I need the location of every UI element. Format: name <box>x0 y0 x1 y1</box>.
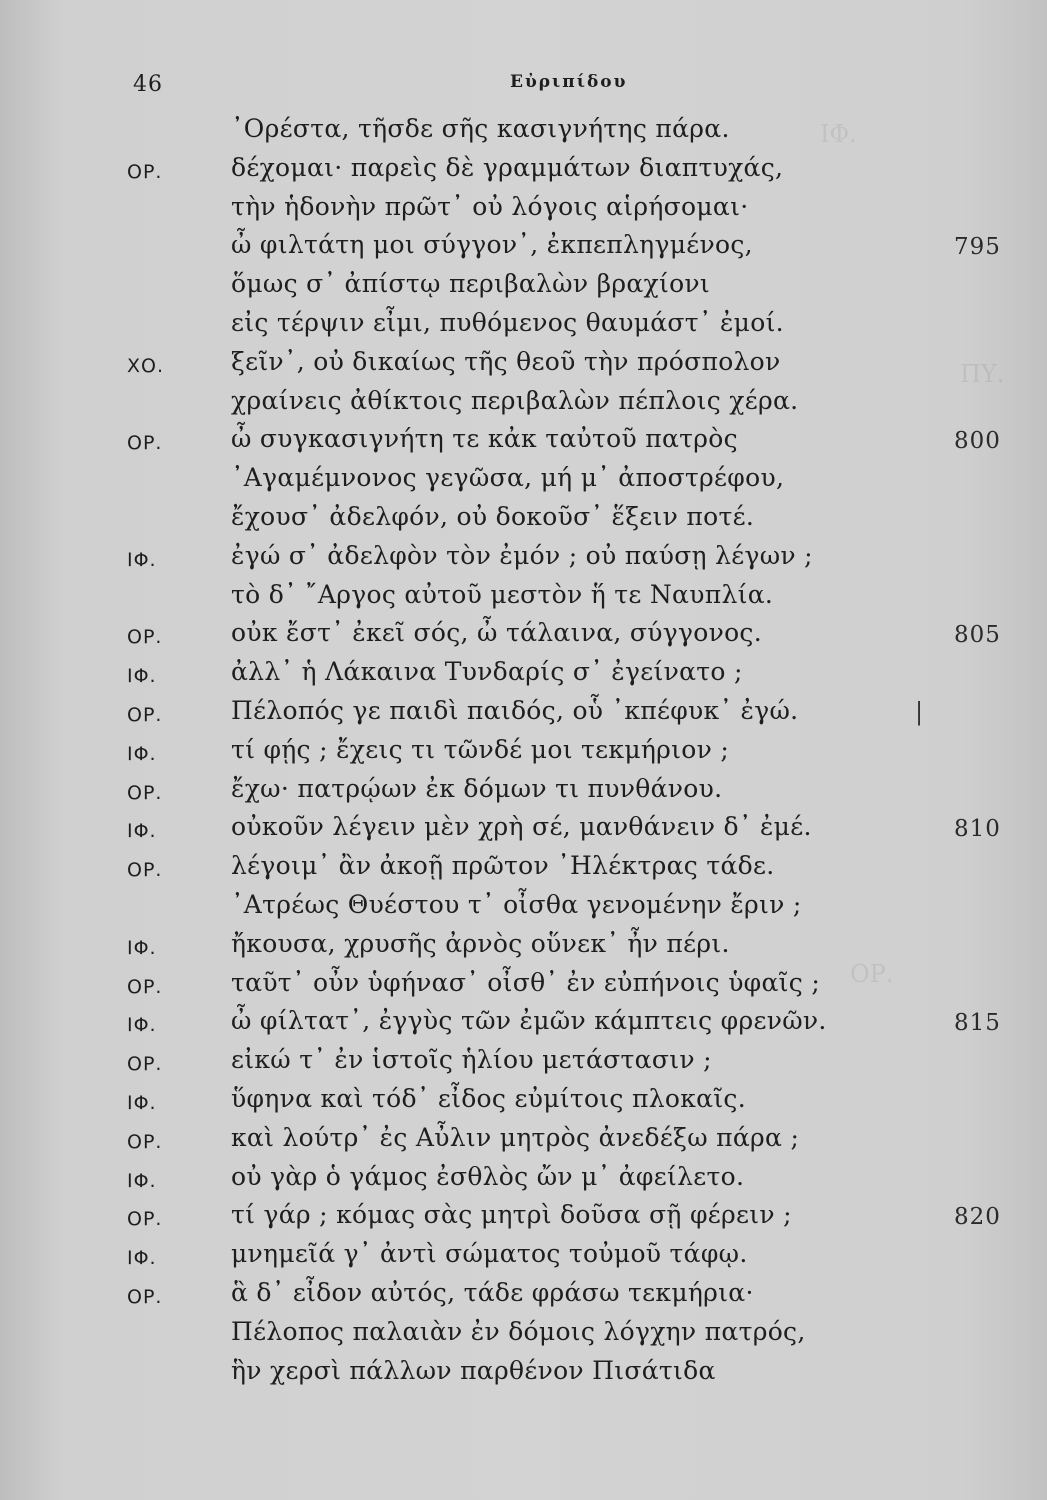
line-number: 815 <box>954 1010 1001 1037</box>
verse-line <box>0 1239 1047 1279</box>
verse-line <box>0 890 1047 930</box>
verse-line <box>0 269 1047 309</box>
verse-line <box>0 774 1047 814</box>
verse-line <box>0 424 1047 464</box>
speaker-label: ΟΡ. <box>127 160 163 183</box>
verse-line <box>0 735 1047 775</box>
running-head: Εὐριπίδου <box>510 72 628 92</box>
verse-line <box>0 1162 1047 1202</box>
verse-line <box>0 1200 1047 1240</box>
verse-text: εἰς τέρψιν εἶμι, πυθόμενος θαυμάστ᾿ ἐμοί. <box>231 308 784 337</box>
verse-text: τί γάρ ; κόμας σὰς μητρὶ δοῦσα σῇ φέρειν ; <box>231 1200 792 1230</box>
speaker-label: ΟΡ. <box>127 626 163 649</box>
verse-line <box>0 1045 1047 1085</box>
verse-line <box>0 1084 1047 1124</box>
verse-text: ἔχουσ᾿ ἀδελφόν, οὐ δοκοῦσ᾿ ἕξειν ποτέ. <box>231 502 755 531</box>
verse-line <box>0 580 1047 620</box>
verse-line <box>0 230 1047 270</box>
verse-line <box>0 1006 1047 1046</box>
verse-text: ὦ συγκασιγνήτη τε κἀκ ταὐτοῦ πατρὸς <box>231 424 738 454</box>
verse-text: χραίνεις ἀθίκτοις περιβαλὼν πέπλοις χέρα. <box>231 385 799 415</box>
verse-text: τὴν ἡδονὴν πρῶτ᾿ οὐ λόγοις αἱρήσομαι· <box>231 191 749 221</box>
verse-text: ὦ φίλτατ᾿, ἐγγὺς τῶν ἐμῶν κάμπτεις φρενῶν. <box>231 1006 827 1036</box>
verse-text: ὅμως σ᾿ ἀπίστῳ περιβαλὼν βραχίονι <box>231 269 711 299</box>
verse-text: Πέλοπος παλαιὰν ἐν δόμοις λόγχην πατρός, <box>231 1316 806 1346</box>
verse-line <box>0 929 1047 969</box>
speaker-label: ΟΡ. <box>127 1130 163 1153</box>
show-through-texture: ΙΦ. <box>820 120 857 148</box>
verse-text: Πέλοπός γε παιδὶ παιδός, οὗ ᾿κπέφυκ᾿ ἐγώ. <box>231 696 799 725</box>
line-number: 805 <box>954 622 1001 649</box>
speaker-label: ΙΦ. <box>127 1169 157 1192</box>
verse-text: ἣν χερσὶ πάλλων παρθένον Πισάτιδα <box>231 1355 716 1385</box>
verse-text: ἤκουσα, χρυσῆς ἀρνὸς οὕνεκ᾿ ἦν πέρι. <box>231 928 730 958</box>
verse-text: ἔχω· πατρῴων ἐκ δόμων τι πυνθάνου. <box>231 773 723 803</box>
line-number: 810 <box>954 816 1001 843</box>
verse-text: μνημεῖά γ᾿ ἀντὶ σώματος τοὐμοῦ τάφῳ. <box>231 1239 748 1269</box>
speaker-label: ΟΡ. <box>127 1286 163 1308</box>
speaker-label: ΙΦ. <box>127 936 157 959</box>
speaker-label: ΟΡ. <box>127 1053 163 1076</box>
show-through-texture: ΠΥ. <box>960 360 1005 388</box>
speaker-label: ΙΦ. <box>127 1092 157 1114</box>
verse-text: ἐγώ σ᾿ ἀδελφὸν τὸν ἐμόν ; οὐ παύσῃ λέγων ; <box>231 540 813 570</box>
speaker-label: ΧΟ. <box>127 354 165 377</box>
verse-line <box>0 657 1047 697</box>
verse-line <box>0 1278 1047 1318</box>
speaker-label: ΟΡ. <box>127 975 163 998</box>
verse-line <box>0 308 1047 348</box>
speaker-label: ΙΦ. <box>127 742 157 765</box>
verse-line <box>0 1317 1047 1357</box>
verse-text: ὕφηνα καὶ τόδ᾿ εἶδος εὐμίτοις πλοκαῖς. <box>231 1084 746 1113</box>
verse-text: τὸ δ᾿ ῎Αργος αὐτοῦ μεστὸν ἥ τε Ναυπλία. <box>231 579 774 609</box>
verse-line <box>0 386 1047 426</box>
speaker-label: ΙΦ. <box>127 1247 157 1270</box>
verse-line <box>0 1123 1047 1163</box>
speaker-label: ΟΡ. <box>127 1208 163 1231</box>
speaker-label: ΙΦ. <box>127 1014 157 1037</box>
verse-line <box>0 618 1047 658</box>
show-through-texture: ΟΡ. <box>850 960 894 988</box>
verse-text: δέχομαι· παρεὶς δὲ γραμμάτων διαπτυχάς, <box>231 152 784 182</box>
speaker-label: ΟΡ. <box>127 432 163 455</box>
speaker-label: ΟΡ. <box>127 704 163 726</box>
verse-text: οὐκ ἔστ᾿ ἐκεῖ σός, ὦ τάλαινα, σύγγονος. <box>231 618 762 648</box>
line-number: 795 <box>954 234 1001 261</box>
verse-line <box>0 153 1047 193</box>
verse-line <box>0 1356 1047 1396</box>
speaker-label: ΙΦ. <box>127 665 157 688</box>
verse-text: ἀλλ᾿ ἡ Λάκαινα Τυνδαρίς σ᾿ ἐγείνατο ; <box>231 657 743 687</box>
verse-text: τί φῄς ; ἔχεις τι τῶνδέ μοι τεκμήριον ; <box>231 734 730 764</box>
verse-text: ἃ δ᾿ εἶδον αὐτός, τάδε φράσω τεκμήρια· <box>231 1278 754 1307</box>
verse-line <box>0 541 1047 581</box>
verse-line <box>0 114 1047 154</box>
verse-line <box>0 851 1047 891</box>
verse-line <box>0 502 1047 542</box>
speaker-label: ΙΦ. <box>127 820 157 843</box>
line-number: 820 <box>954 1204 1001 1231</box>
verse-text: ξεῖν᾿, οὐ δικαίως τῆς θεοῦ τὴν πρόσπολον <box>231 346 781 376</box>
verse-text: λέγοιμ᾿ ἂν ἀκοῇ πρῶτον ᾿Ηλέκτρας τάδε. <box>231 851 775 881</box>
page-number: 46 <box>133 72 163 97</box>
speaker-label: ΟΡ. <box>127 781 163 804</box>
verse-text: οὐ γὰρ ὁ γάμος ἐσθλὸς ὤν μ᾿ ἀφείλετο. <box>231 1161 745 1191</box>
verse-text: ᾿Ατρέως Θυέστου τ᾿ οἶσθα γενομένην ἔριν ; <box>231 890 802 919</box>
verse-line <box>0 463 1047 503</box>
speaker-label: ΟΡ. <box>127 859 163 882</box>
verse-line <box>0 347 1047 387</box>
margin-marker: | <box>915 698 924 726</box>
verse-text: οὐκοῦν λέγειν μὲν χρὴ σέ, μανθάνειν δ᾿ ἐμέ. <box>231 812 812 842</box>
verse-line <box>0 696 1047 736</box>
verse-text: καὶ λούτρ᾿ ἐς Αὖλιν μητρὸς ἀνεδέξω πάρα ; <box>231 1122 800 1152</box>
verse-text: ὦ φιλτάτη μοι σύγγον᾿, ἐκπεπληγμένος, <box>231 230 753 260</box>
verse-line <box>0 812 1047 852</box>
line-number: 800 <box>954 428 1001 455</box>
verse-line <box>0 192 1047 232</box>
verse-text: ᾿Ορέστα, τῆσδε σῆς κασιγνήτης πάρα. <box>231 114 730 143</box>
verse-text: ταῦτ᾿ οὖν ὑφήνασ᾿ οἶσθ᾿ ἐν εὐπήνοις ὑφαῖς ; <box>231 967 821 997</box>
speaker-label: ΙΦ. <box>127 548 157 571</box>
verse-text: ᾿Αγαμέμνονος γεγῶσα, μή μ᾿ ἀποστρέφου, <box>231 463 785 493</box>
verse-line <box>0 968 1047 1008</box>
verse-text: εἰκώ τ᾿ ἐν ἱστοῖς ἡλίου μετάστασιν ; <box>231 1045 712 1075</box>
